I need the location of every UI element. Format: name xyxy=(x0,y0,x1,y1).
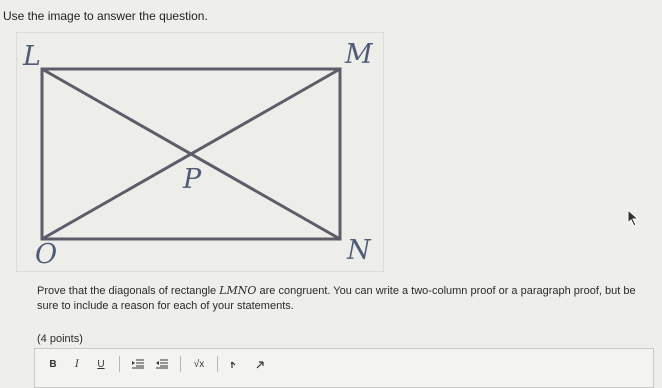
italic-button[interactable]: I xyxy=(75,358,79,370)
toolbar-divider xyxy=(119,356,120,372)
decrease-indent-button[interactable] xyxy=(152,355,172,373)
instruction-text: Use the image to answer the question. xyxy=(3,9,208,23)
decrease-indent-icon xyxy=(156,359,168,369)
square-root-button[interactable] xyxy=(189,355,209,373)
question-text xyxy=(37,283,657,314)
bold-button[interactable]: B xyxy=(49,358,57,370)
question-text-after: are congruent. You can write a two-column proof or a paragraph proof, but be sure to include a reason for each of your statements. xyxy=(37,285,636,312)
mouse-cursor-icon xyxy=(627,209,639,227)
toolbar-divider xyxy=(217,356,218,372)
question-text-before: Prove that the diagonals of rectangle xyxy=(37,285,220,297)
vertex-label-m: M xyxy=(345,39,373,70)
answer-editor[interactable] xyxy=(34,348,654,388)
vertex-label-o: O xyxy=(35,239,58,270)
increase-indent-icon xyxy=(132,359,144,369)
rectangle-figure xyxy=(16,32,384,272)
editor-toolbar xyxy=(35,349,653,379)
intersection-label-p: P xyxy=(183,164,202,195)
vertex-label-n: N xyxy=(347,235,371,266)
points-label: (4 points) xyxy=(37,333,83,345)
rectangle-diagram xyxy=(17,33,385,273)
rectangle-name: LMNO xyxy=(219,284,257,297)
redo-icon xyxy=(255,360,265,369)
redo-button[interactable] xyxy=(250,355,270,373)
undo-icon xyxy=(231,360,241,369)
underline-button[interactable]: U xyxy=(97,358,105,370)
undo-button[interactable] xyxy=(226,355,246,373)
vertex-label-l: L xyxy=(23,41,41,72)
square-root-icon: √x xyxy=(193,358,205,370)
increase-indent-button[interactable] xyxy=(128,355,148,373)
toolbar-divider xyxy=(180,356,181,372)
